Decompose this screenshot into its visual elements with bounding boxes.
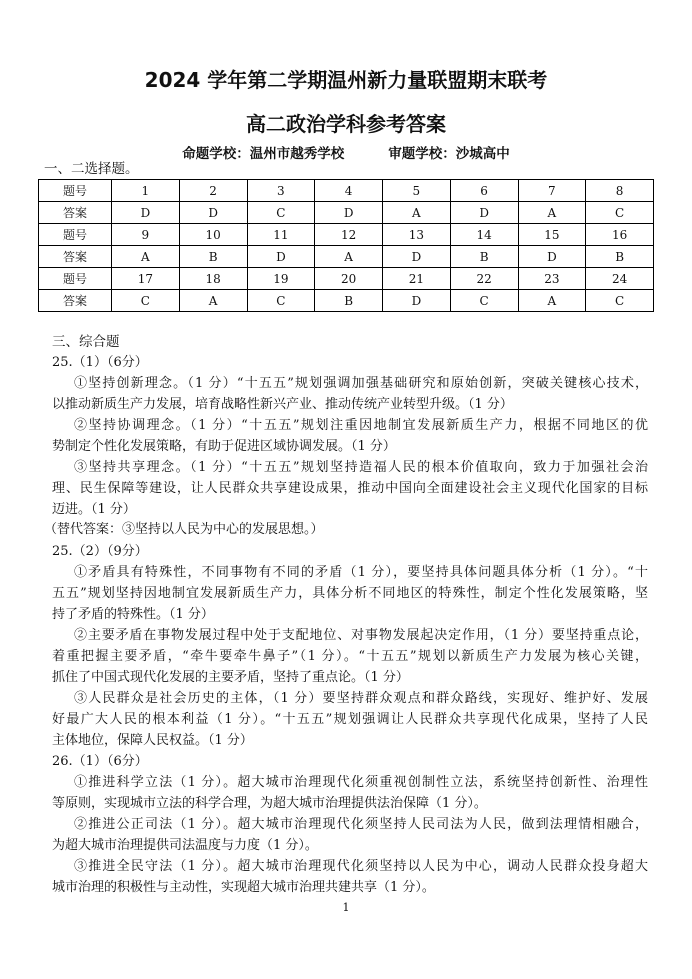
- school-info: [0, 142, 692, 162]
- q25-2-p3-line: 主体地位，保障人民权益。（1 分）: [52, 733, 253, 748]
- document-subtitle: 高二政治学科参考答案: [246, 112, 446, 136]
- table-cell: D: [383, 246, 451, 268]
- row-label: 答案: [39, 246, 112, 268]
- table-cell: 18: [179, 268, 247, 290]
- table-row: [39, 246, 654, 268]
- document-title: 2024 学年第二学期温州新力量联盟期末联考: [144, 68, 548, 92]
- q26-1-p1-line: 等原则，实现城市立法的科学合理，为超大城市治理提供法治保障（1 分）。: [52, 796, 487, 811]
- table-cell: B: [586, 246, 654, 268]
- q25-2-p1-line: 持了矛盾的特殊性。（1 分）: [52, 607, 214, 622]
- table-cell: 22: [450, 268, 518, 290]
- table-cell: 5: [383, 180, 451, 202]
- q25-1-p1-line: ①坚持创新理念。（1 分）“十五五”规划强调加强基础研究和原始创新，突破关键核心技术，: [74, 376, 648, 391]
- q26-1-p2-line: ②推进公正司法（1 分）。超大城市治理现代化须坚持人民司法为人民，做到法理情相融合，: [74, 817, 648, 832]
- section3-heading: 三、综合题: [52, 334, 120, 350]
- table-cell: 14: [450, 224, 518, 246]
- table-cell: 19: [247, 268, 315, 290]
- table-cell: 12: [315, 224, 383, 246]
- table-cell: D: [450, 202, 518, 224]
- table-cell: D: [383, 290, 451, 312]
- table-cell: 21: [383, 268, 451, 290]
- table-cell: 9: [112, 224, 180, 246]
- table-cell: 6: [450, 180, 518, 202]
- q25-2-p3-line: ③人民群众是社会历史的主体，（1 分）要坚持群众观点和群众路线，实现好、维护好、发展: [74, 691, 648, 706]
- q25-1-p2-line: 势制定个性化发展策略，有助于促进区域协调发展。（1 分）: [52, 439, 396, 454]
- q25-1-p3-line: 理、民生保障等建设，让人民群众共享建设成果，推动中国向全面建设社会主义现代化国家的目标: [52, 481, 648, 496]
- table-cell: 17: [112, 268, 180, 290]
- q25-2-p2-line: 抓住了中国式现代化发展的主要矛盾，坚持了重点论。（1 分）: [52, 670, 409, 685]
- q25-1-alt-answer: （替代答案：③坚持以人民为中心的发展思想。）: [44, 522, 324, 537]
- table-cell: 20: [315, 268, 383, 290]
- q26-1-label: 26.（1）（6分）: [52, 754, 148, 769]
- table-cell: 23: [518, 268, 586, 290]
- q25-2-p1-line: 五五”规划坚持因地制宜发展新质生产力，具体分析不同地区的特殊性，制定个性化发展策略，坚: [52, 586, 648, 601]
- table-cell: D: [518, 246, 586, 268]
- q26-1-p1-line: ①推进科学立法（1 分）。超大城市治理现代化须重视创制性立法，系统坚持创新性、治理性: [74, 775, 648, 790]
- q25-2-p1-line: ①矛盾具有特殊性，不同事物有不同的矛盾（1 分），要坚持具体问题具体分析（1 分）。“十: [74, 565, 648, 580]
- table-cell: C: [586, 202, 654, 224]
- q25-2-label: 25.（2）（9分）: [52, 544, 148, 559]
- table-cell: D: [179, 202, 247, 224]
- table-cell: A: [383, 202, 451, 224]
- table-cell: C: [112, 290, 180, 312]
- table-cell: 11: [247, 224, 315, 246]
- row-label: 题号: [39, 224, 112, 246]
- table-cell: 8: [586, 180, 654, 202]
- table-cell: D: [247, 246, 315, 268]
- table-cell: B: [179, 246, 247, 268]
- section1-heading: 一、二选择题。: [44, 161, 139, 177]
- table-cell: B: [450, 246, 518, 268]
- table-cell: 10: [179, 224, 247, 246]
- row-label: 答案: [39, 202, 112, 224]
- table-cell: 3: [247, 180, 315, 202]
- table-cell: 24: [586, 268, 654, 290]
- table-cell: D: [112, 202, 180, 224]
- table-cell: D: [315, 202, 383, 224]
- table-cell: A: [518, 290, 586, 312]
- table-cell: B: [315, 290, 383, 312]
- reviewer-school: 审题学校：沙城高中: [388, 146, 510, 162]
- table-cell: A: [518, 202, 586, 224]
- q25-1-p3-line: 迈进。（1 分）: [52, 502, 136, 517]
- table-cell: C: [586, 290, 654, 312]
- q25-2-p2-line: ②主要矛盾在事物发展过程中处于支配地位、对事物发展起决定作用，（1 分）要坚持重点论，: [74, 628, 648, 643]
- q26-1-p2-line: 为超大城市治理提供司法温度与力度（1 分）。: [52, 838, 318, 853]
- q25-1-label: 25.（1）（6分）: [52, 355, 148, 370]
- table-row: [39, 290, 654, 312]
- answer-table: [38, 179, 654, 312]
- q25-1-p2-line: ②坚持协调理念。（1 分）“十五五”规划注重因地制宜发展新质生产力，根据不同地区的优: [74, 418, 648, 433]
- table-cell: A: [112, 246, 180, 268]
- row-label: 题号: [39, 180, 112, 202]
- q25-2-p2-line: 着重把握主要矛盾，“牵牛要牵牛鼻子”（1 分）。“十五五”规划以新质生产力发展为核心关键，: [52, 649, 648, 664]
- q26-1-p3-line: 城市治理的积极性与主动性，实现超大城市治理共建共享（1 分）。: [52, 880, 435, 895]
- table-cell: 16: [586, 224, 654, 246]
- table-cell: 15: [518, 224, 586, 246]
- q25-1-p3-line: ③坚持共享理念。（1 分）“十五五”规划坚持造福人民的根本价值取向，致力于加强社会治: [74, 460, 648, 475]
- table-cell: C: [247, 290, 315, 312]
- proposer-school: 命题学校：温州市越秀学校: [182, 146, 345, 162]
- table-row: [39, 180, 654, 202]
- q25-1-p1-line: 以推动新质生产力发展，培育战略性新兴产业、推动传统产业转型升级。（1 分）: [52, 397, 513, 412]
- row-label: 题号: [39, 268, 112, 290]
- table-cell: 13: [383, 224, 451, 246]
- table-cell: A: [315, 246, 383, 268]
- page-number: 1: [342, 901, 350, 914]
- table-cell: A: [179, 290, 247, 312]
- table-cell: C: [450, 290, 518, 312]
- table-row: [39, 224, 654, 246]
- q25-2-p3-line: 好最广大人民的根本利益（1 分）。“十五五”规划强调让人民群众共享现代化成果，坚持了人民: [52, 712, 648, 727]
- table-cell: 7: [518, 180, 586, 202]
- q26-1-p3-line: ③推进全民守法（1 分）。超大城市治理现代化须坚持以人民为中心，调动人民群众投身超大: [74, 859, 648, 874]
- table-cell: C: [247, 202, 315, 224]
- table-cell: 4: [315, 180, 383, 202]
- table-row: [39, 202, 654, 224]
- row-label: 答案: [39, 290, 112, 312]
- table-cell: 1: [112, 180, 180, 202]
- table-row: [39, 268, 654, 290]
- table-cell: 2: [179, 180, 247, 202]
